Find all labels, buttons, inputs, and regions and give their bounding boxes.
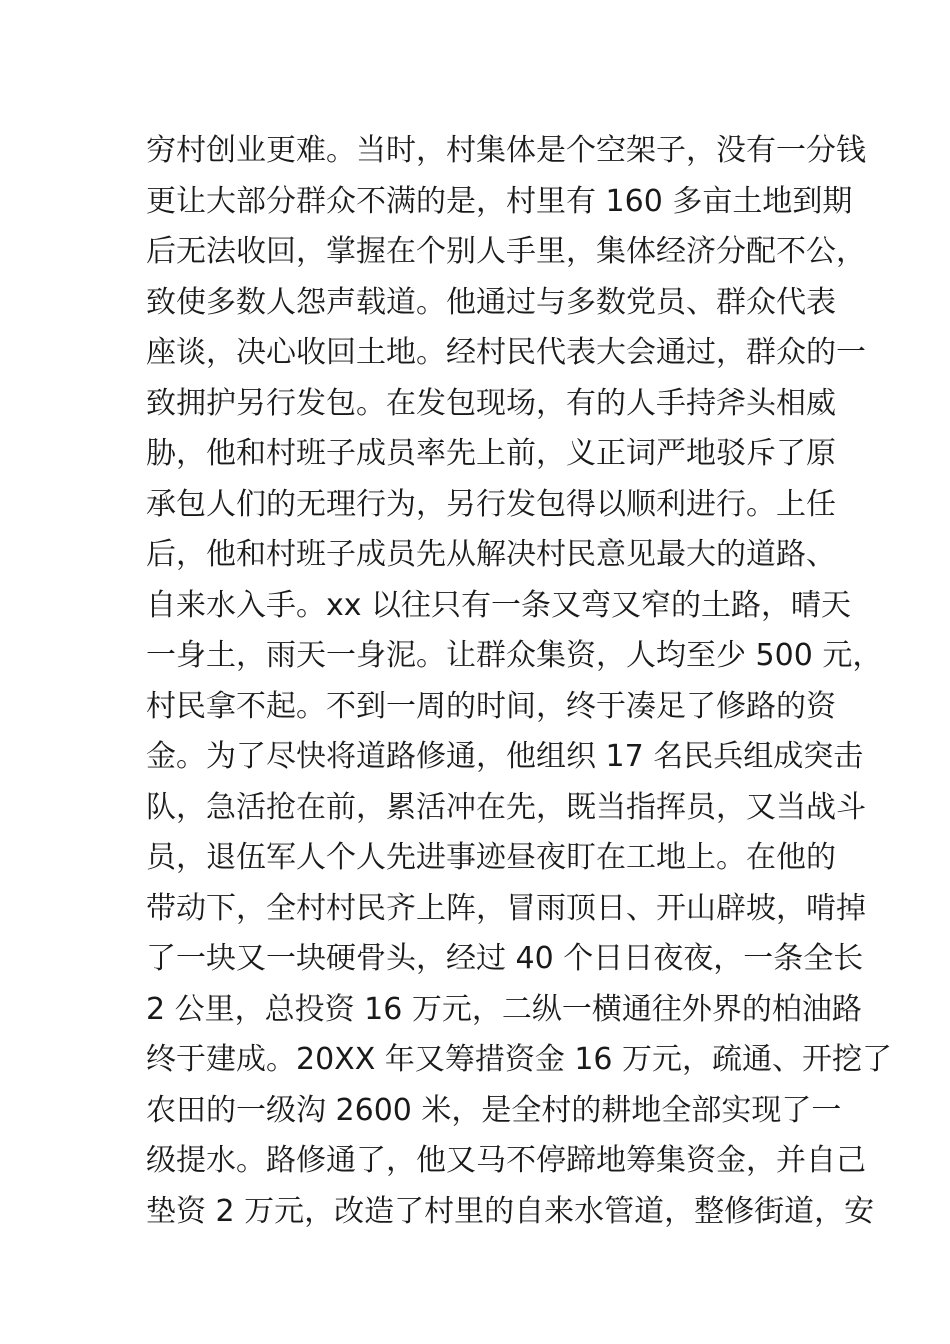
text-line-21: 级提水。路修通了，他又马不停蹄地筹集资金，并自己 <box>146 1143 866 1178</box>
text-line-4: 致使多数人怨声载道。他通过与多数党员、群众代表 <box>146 284 836 320</box>
body-paragraph <box>146 126 893 1237</box>
text-line-2: 更让大部分群众不满的是，村里有 160 多亩土地到期 <box>146 183 853 219</box>
text-line-5: 座谈，决心收回土地。经村民代表大会通过，群众的一 <box>146 335 866 370</box>
text-line-9: 后，他和村班子成员先从解决村民意见最大的道路、 <box>146 537 836 572</box>
text-line-6: 致拥护另行发包。在发包现场，有的人手持斧头相威 <box>146 385 836 421</box>
text-line-19: 终于建成。20XX 年又筹措资金 16 万元，疏通、开挖了 <box>146 1042 893 1077</box>
text-line-10: 自来水入手。xx 以往只有一条又弯又窄的土路，晴天 <box>146 587 852 623</box>
text-line-7: 胁，他和村班子成员率先上前，义正词严地驳斥了原 <box>146 436 836 471</box>
text-line-18: 2 公里，总投资 16 万元，二纵一横通往外界的柏油路 <box>146 991 862 1027</box>
text-line-22: 垫资 2 万元，改造了村里的自来水管道，整修街道，安 <box>146 1193 875 1229</box>
text-line-11: 一身土，雨天一身泥。让群众集资，人均至少 500 元， <box>146 638 883 673</box>
text-line-14: 队，急活抢在前，累活冲在先，既当指挥员，又当战斗 <box>146 789 866 825</box>
text-line-13: 金。为了尽快将道路修通，他组织 17 名民兵组成突击 <box>146 739 864 774</box>
text-line-1: 穷村创业更难。当时，村集体是个空架子，没有一分钱 <box>146 133 866 168</box>
text-line-3: 后无法收回，掌握在个别人手里，集体经济分配不公， <box>146 234 866 269</box>
text-line-15: 员，退伍军人个人先进事迹昼夜盯在工地上。在他的 <box>146 840 836 875</box>
text-line-12: 村民拿不起。不到一周的时间，终于凑足了修路的资 <box>146 688 836 724</box>
text-line-20: 农田的一级沟 2600 米，是全村的耕地全部实现了一 <box>146 1092 842 1128</box>
text-line-17: 了一块又一块硬骨头，经过 40 个日日夜夜，一条全长 <box>146 941 864 976</box>
text-line-8: 承包人们的无理行为，另行发包得以顺利进行。上任 <box>146 486 836 522</box>
text-line-16: 带动下，全村村民齐上阵，冒雨顶日、开山辟坡，啃掉 <box>146 890 866 926</box>
